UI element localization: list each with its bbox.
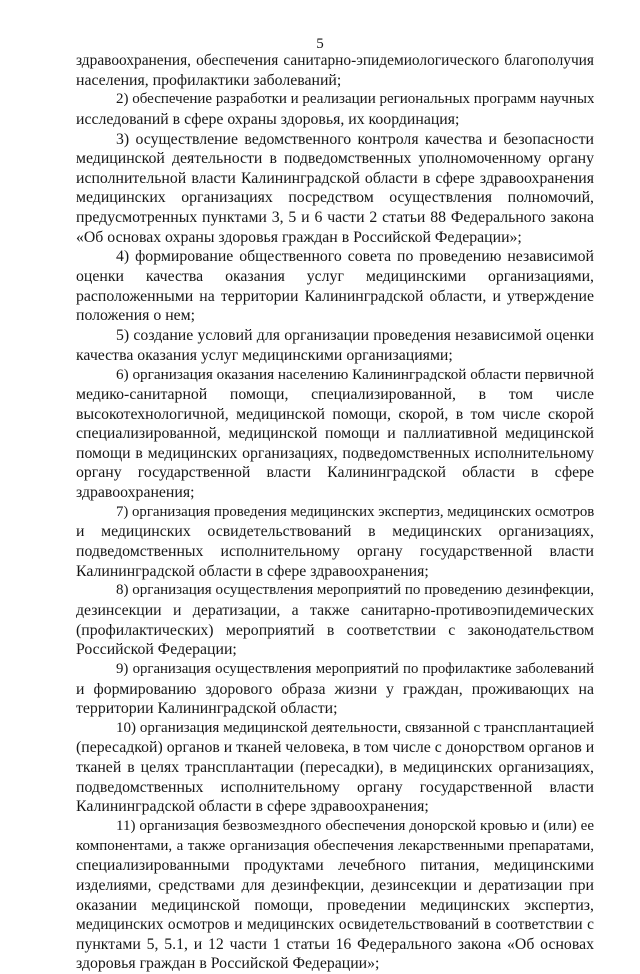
- page-number: 5: [316, 36, 324, 52]
- text-line: и формированию здорового образа жизни у граждан, проживающих на: [76, 680, 594, 698]
- paragraph-p10: [76, 719, 594, 817]
- paragraph-p5: [76, 326, 594, 365]
- text-line: медико-санитарной помощи, специализированной, в том числе: [76, 385, 594, 403]
- text-line: компонентами, а также организация обеспечения лекарственными препаратами,: [76, 837, 594, 854]
- paragraph-p11: [76, 817, 594, 974]
- text-line: органу государственной власти Калининградской области в сфере: [76, 464, 594, 482]
- text-line: положения о нем;: [76, 307, 196, 325]
- text-line: специализированными продуктами лечебного питания, медицинскими: [76, 857, 594, 875]
- text-line: и медицинских освидетельствований в медицинских организациях,: [76, 523, 594, 541]
- text-line: помощи в медицинских организациях, подведомственных исполнительному: [76, 444, 594, 462]
- paragraph-p7: [76, 503, 594, 582]
- text-line: 10) организация медицинской деятельности, связанной с трансплантацией: [116, 719, 594, 736]
- text-line: «Об основах охраны здоровья граждан в Российской Федерации»;: [76, 228, 522, 246]
- text-line: 6) организация оказания населению Калининградской области первичной: [116, 366, 594, 384]
- text-line: подведомственных исполнительному органу государственной власти: [76, 543, 594, 561]
- paragraph-p8: [76, 581, 594, 660]
- text-line: (пересадкой) органов и тканей человека, в том числе с донорством органов и: [76, 739, 594, 757]
- paragraph-p3: [76, 130, 594, 248]
- text-line: изделиями, средствами для дезинфекции, дезинсекции и дератизации при: [76, 876, 594, 894]
- text-line: 2) обеспечение разработки и реализации региональных программ научных: [116, 91, 594, 108]
- text-line: качества оказания услуг медицинскими организациями;: [76, 346, 453, 364]
- text-line: оказании медицинской помощи, проведении медицинских экспертиз,: [76, 896, 594, 914]
- text-line: высокотехнологичной, медицинской помощи, скорой, в том числе скорой: [76, 405, 594, 423]
- text-line: пунктами 5, 5.1, и 12 части 1 статьи 16 Федерального закона «Об основах: [76, 935, 594, 953]
- paragraph-p6: [76, 365, 594, 502]
- text-line: 5) создание условий для организации проведения независимой оценки: [116, 326, 594, 344]
- text-line: специализированной, медицинской помощи и паллиативной медицинской: [76, 425, 594, 443]
- paragraph-cont: [76, 51, 594, 90]
- paragraph-p4: [76, 247, 594, 326]
- text-line: подведомственных исполнительному органу государственной власти: [76, 778, 594, 796]
- text-line: 7) организация проведения медицинских экспертиз, медицинских осмотров: [116, 503, 594, 520]
- text-line: населения, профилактики заболеваний;: [76, 71, 342, 89]
- text-line: оценки качества оказания услуг медицинскими организациями,: [76, 268, 594, 286]
- text-line: здравоохранения, обеспечения санитарно-эпидемиологического благополучия: [76, 52, 594, 69]
- text-line: Калининградской области в сфере здравоохранения;: [76, 798, 429, 816]
- text-line: расположенными на территории Калининградской области, и утверждение: [76, 287, 594, 305]
- text-line: предусмотренных пунктами 3, 5 и 6 части 2 статьи 88 Федерального закона: [76, 209, 594, 227]
- text-line: 9) организация осуществления мероприятий по профилактике заболеваний: [116, 660, 594, 677]
- text-line: Калининградской области в сфере здравоохранения;: [76, 562, 429, 580]
- text-line: (профилактических) мероприятий в соответствии с законодательством: [76, 621, 594, 639]
- text-line: медицинских осмотров и медицинских освидетельствований в соответствии с: [76, 916, 594, 934]
- text-line: 11) организация безвозмездного обеспечения донорской кровью и (или) ее: [116, 817, 594, 834]
- paragraph-p9: [76, 660, 594, 719]
- text-line: медицинских организациях посредством осуществления полномочий,: [76, 189, 594, 207]
- text-line: здравоохранения;: [76, 484, 195, 502]
- text-line: исследований в сфере охраны здоровья, их координация;: [76, 110, 460, 128]
- paragraph-p2: [76, 90, 594, 129]
- text-line: дезинсекции и дератизации, а также санитарно-противоэпидемических: [76, 601, 594, 619]
- text-line: 3) осуществление ведомственного контроля качества и безопасности: [116, 130, 594, 148]
- text-line: 8) организация осуществления мероприятий по проведению дезинфекции,: [116, 582, 594, 599]
- text-line: исполнительной власти Калининградской области в сфере здравоохранения: [76, 169, 594, 187]
- text-line: Российской Федерации;: [76, 641, 237, 659]
- document-body: [76, 51, 594, 974]
- text-line: медицинской деятельности в подведомственных уполномоченному органу: [76, 150, 594, 168]
- text-line: тканей в целях трансплантации (пересадки), в медицинских организациях,: [76, 759, 594, 777]
- text-line: территории Калининградской области;: [76, 700, 338, 718]
- text-line: здоровья граждан в Российской Федерации»;: [76, 955, 380, 973]
- text-line: 4) формирование общественного совета по проведению независимой: [116, 248, 594, 266]
